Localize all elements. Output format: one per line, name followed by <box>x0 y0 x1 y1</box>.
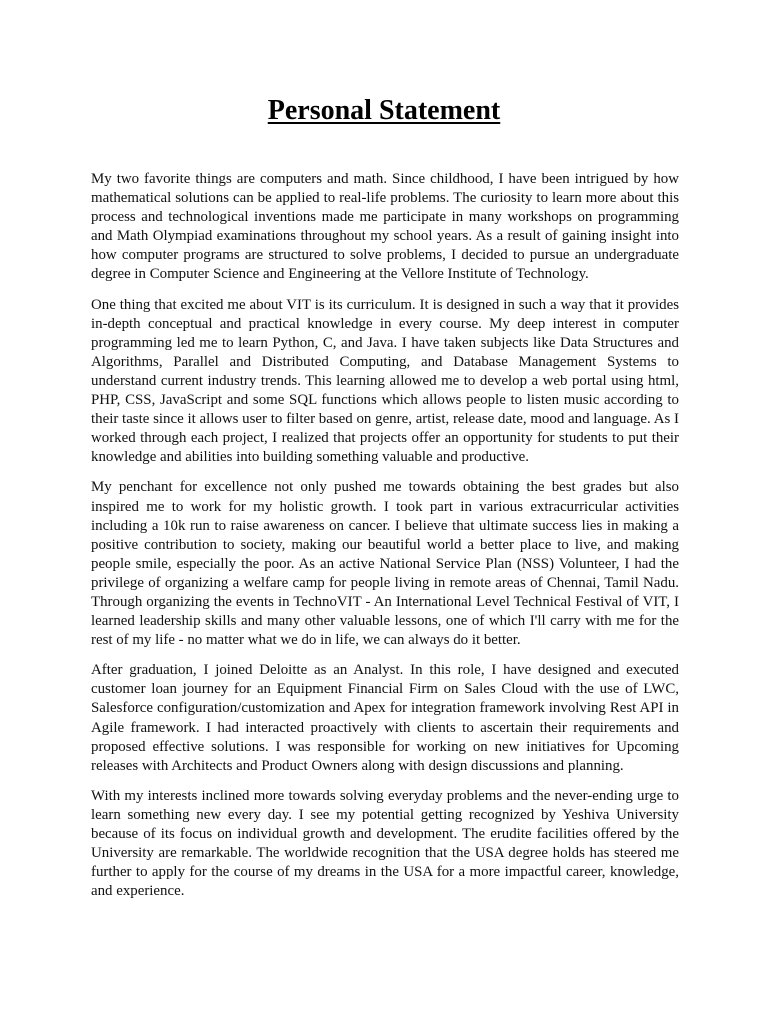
paragraph-conclusion: With my interests inclined more towards solving everyday problems and the never-ending urge to learn something new every day. I see my potential getting recognized by Yeshiva University because of its focus on individual growth and development. The erudite facilities offered by the University are remarkable. The worldwide recognition that the USA degree holds has steered me further to apply for the course of my dreams in the USA for a more impactful career, knowledge, and experience. <box>91 787 679 900</box>
page-title-text: Personal Statement <box>267 95 501 126</box>
paragraph-extracurricular: My penchant for excellence not only pushed me towards obtaining the best grades but also inspired me to work for my holistic growth. I took part in various extracurricular activities including a 10k run to raise awareness on cancer. I believe that ultimate success lies in making a positive contribution to society, making our beautiful world a better place to live, and making people smile, especially the poor. As an active National Service Plan (NSS) Volunteer, I had the privilege of organizing a welfare camp for people living in remote areas of Chennai, Tamil Nadu. Through organizing the events in TechnoVIT - An International Level Technical Festival of VIT, I learned leadership skills and many other valuable lessons, one of which I'll carry with me for the rest of my life - no matter what we do in life, we can always do it better. <box>91 479 679 649</box>
statement-body <box>91 170 679 912</box>
page-title <box>0 93 768 129</box>
paragraph-intro: My two favorite things are computers and math. Since childhood, I have been intrigued by how mathematical solutions can be applied to real-life problems. The curiosity to learn more about this process and technological inventions made me participate in many workshops on programming and Math Olympiad examinations throughout my school years. As a result of gaining insight into how computer programs are structured to solve problems, I decided to pursue an undergraduate degree in Computer Science and Engineering at the Vellore Institute of Technology. <box>91 171 679 283</box>
paragraph-curriculum: One thing that excited me about VIT is its curriculum. It is designed in such a way that it provides in-depth conceptual and practical knowledge in every course. My deep interest in computer programming led me to learn Python, C, and Java. I have taken subjects like Data Structures and Algorithms, Parallel and Distributed Computing, and Database Management Systems to understand current industry trends. This learning allowed me to develop a web portal using html, PHP, CSS, JavaScript and some SQL functions which allows people to listen music according to their taste since it allows user to filter based on genre, artist, release date, mood and language. As I worked through each project, I realized that projects offer an opportunity for students to put their knowledge and abilities into building something valuable and productive. <box>91 296 679 466</box>
paragraph-work-experience: After graduation, I joined Deloitte as an Analyst. In this role, I have designed and executed customer loan journey for an Equipment Financial Firm on Sales Cloud with the use of LWC, Salesforce configuration/customization and Apex for integration framework involving Rest API in Agile framework. I had interacted proactively with clients to ascertain their requirements and proposed effective solutions. I was responsible for working on new initiatives for Upcoming releases with Architects and Product Owners along with design discussions and planning. <box>91 662 679 774</box>
